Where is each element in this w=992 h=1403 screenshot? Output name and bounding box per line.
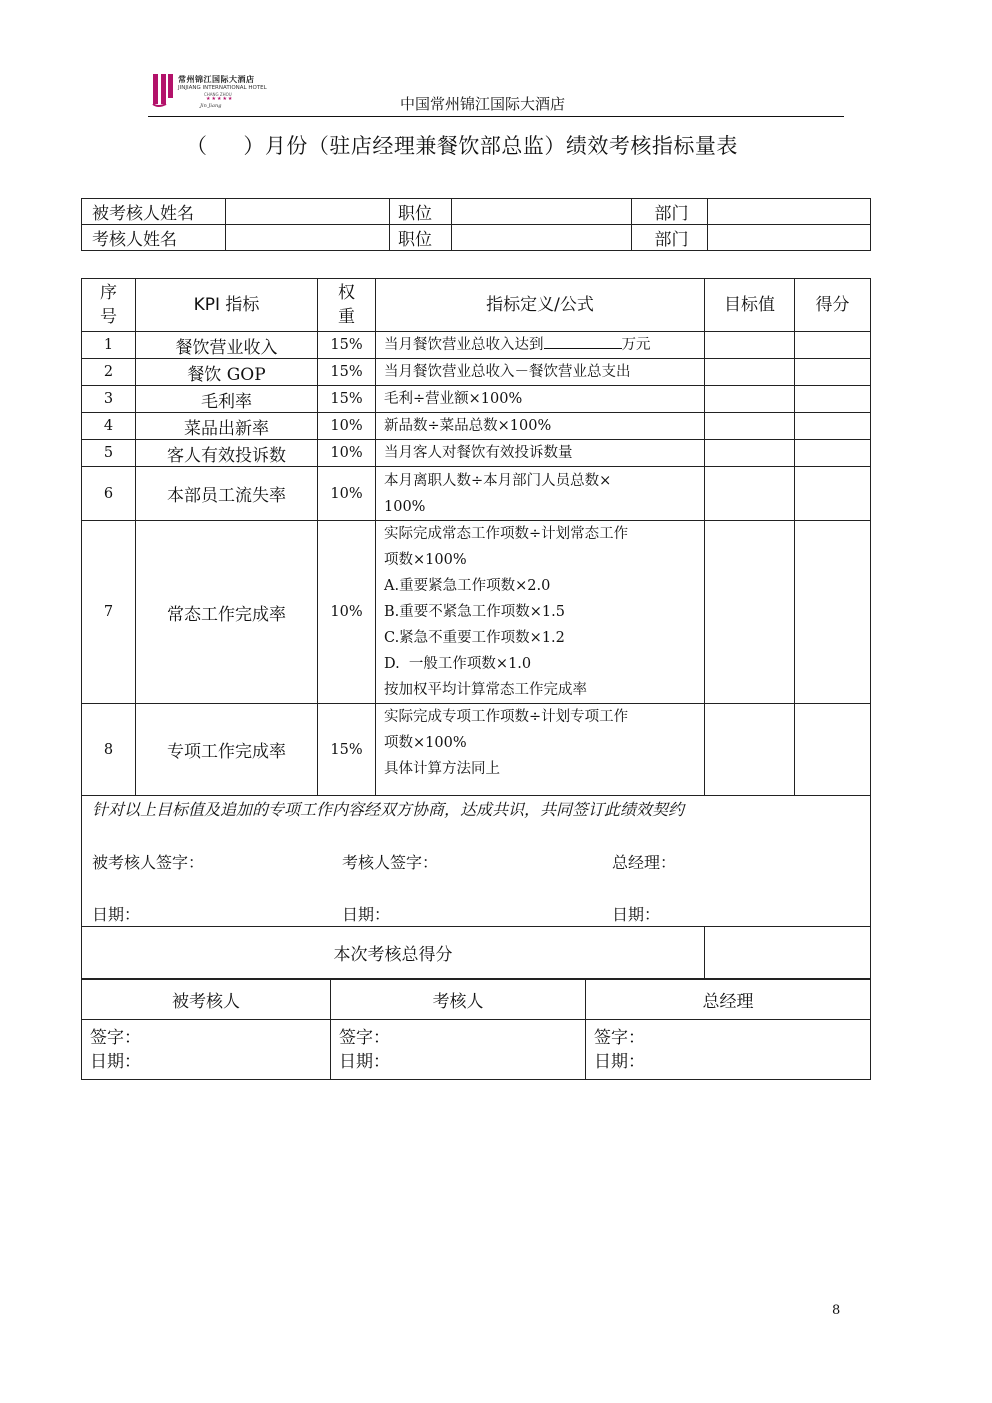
gm-date-label: 日期： [612, 905, 661, 924]
gm-sign-label: 总经理： [612, 853, 677, 872]
total-score-field[interactable] [705, 927, 871, 979]
row-score-field[interactable] [795, 704, 871, 796]
row-seq: 8 [82, 704, 136, 796]
revenue-blank[interactable] [544, 334, 622, 349]
row-weight: 10% [318, 521, 376, 704]
date-label: 日期： [90, 1051, 141, 1072]
assessor-position-field[interactable] [452, 225, 632, 251]
row-kpi-name: 专项工作完成率 [136, 704, 318, 796]
row-seq: 2 [82, 359, 136, 386]
header-definition: 指标定义/公式 [376, 279, 705, 332]
row-weight: 10% [318, 413, 376, 440]
row-target-field[interactable] [705, 386, 795, 413]
page-title: （ ）月份（驻店经理兼餐饮部总监）绩效考核指标量表 [186, 134, 738, 158]
assessor-sign-label: 考核人签字： [342, 853, 439, 872]
def-line: 项数×100% [384, 735, 467, 751]
sign-label: 签字： [90, 1027, 141, 1048]
assessee-position-label: 职位 [390, 199, 452, 225]
def-line: 实际完成专项工作项数÷计划专项工作 [384, 709, 629, 725]
assessee-signature-cell[interactable] [82, 1020, 331, 1080]
table-row [82, 440, 871, 467]
logo-stars-icon: ★★★★★ [206, 96, 234, 102]
row-target-field[interactable] [705, 521, 795, 704]
def-line: 100% [384, 498, 426, 515]
logo-text-city: CHANG ZHOU [204, 92, 232, 97]
assessee-date-label: 日期： [92, 905, 141, 924]
assessor-dept-field[interactable] [708, 225, 871, 251]
row-kpi-name: 本部员工流失率 [136, 467, 318, 521]
row-weight: 15% [318, 359, 376, 386]
row-definition: 当月客人对餐饮有效投诉数量 [376, 440, 705, 467]
row-kpi-name: 菜品出新率 [136, 413, 318, 440]
row-seq: 5 [82, 440, 136, 467]
header-target: 目标值 [705, 279, 795, 332]
table-row [82, 521, 871, 704]
row-seq: 1 [82, 332, 136, 359]
total-score-row [82, 927, 871, 979]
header-divider [148, 116, 844, 117]
row-target-field[interactable] [705, 440, 795, 467]
row-definition [376, 521, 705, 704]
def-line: 实际完成常态工作项数÷计划常态工作 [384, 526, 629, 542]
signature-row [82, 1020, 871, 1080]
row-score-field[interactable] [795, 521, 871, 704]
assessor-dept-label: 部门 [632, 225, 708, 251]
row-target-field[interactable] [705, 467, 795, 521]
assessee-dept-field[interactable] [708, 199, 871, 225]
col-assessee: 被考核人 [82, 980, 331, 1020]
header-score: 得分 [795, 279, 871, 332]
def-line: 具体计算方法同上 [384, 761, 500, 777]
kpi-table [81, 278, 871, 979]
agreement-row [82, 796, 871, 927]
table-row [82, 359, 871, 386]
sign-label: 签字： [339, 1027, 390, 1048]
info-row-assessee [82, 199, 871, 225]
row-seq: 7 [82, 521, 136, 704]
assessee-sign-label: 被考核人签字： [92, 853, 205, 872]
def-line: A.重要紧急工作项数×2.0 [384, 578, 551, 594]
row-kpi-name: 毛利率 [136, 386, 318, 413]
row-seq: 4 [82, 413, 136, 440]
header-seq: 序 号 [82, 279, 136, 332]
header-weight: 权 重 [318, 279, 376, 332]
row-weight: 15% [318, 704, 376, 796]
assessor-position-label: 职位 [390, 225, 452, 251]
row-target-field[interactable] [705, 359, 795, 386]
hotel-logo [152, 72, 272, 112]
assessor-date-label: 日期： [342, 905, 391, 924]
def-line: B.重要不紧急工作项数×1.5 [384, 604, 565, 620]
row-score-field[interactable] [795, 413, 871, 440]
assessee-dept-label: 部门 [632, 199, 708, 225]
assessee-position-field[interactable] [452, 199, 632, 225]
date-label: 日期： [339, 1051, 390, 1072]
info-table [81, 198, 871, 251]
def-line: 按加权平均计算常态工作完成率 [384, 682, 587, 698]
header-kpi: KPI 指标 [136, 279, 318, 332]
def-line: 本月离职人数÷本月部门人员总数× [384, 472, 612, 489]
row-kpi-name: 客人有效投诉数 [136, 440, 318, 467]
row-definition: 新品数÷菜品总数×100% [376, 413, 705, 440]
jj-logo-mark-icon [152, 72, 174, 108]
agreement-text: 针对以上目标值及追加的专项工作内容经双方协商，达成共识，共同签订此绩效契约 [92, 800, 685, 819]
row-weight: 15% [318, 386, 376, 413]
info-row-assessor [82, 225, 871, 251]
total-score-label: 本次考核总得分 [82, 927, 705, 979]
row-definition: 毛利÷营业额×100% [376, 386, 705, 413]
def-line: C.紧急不重要工作项数×1.2 [384, 630, 565, 646]
kpi-header-row [82, 279, 871, 332]
table-row [82, 704, 871, 796]
signature-header-row [82, 980, 871, 1020]
assessee-name-field[interactable] [226, 199, 390, 225]
assessor-name-label: 考核人姓名 [82, 225, 226, 251]
def-unit: 万元 [621, 337, 651, 353]
row-seq: 3 [82, 386, 136, 413]
table-row [82, 413, 871, 440]
row-target-field[interactable] [705, 332, 795, 359]
gm-signature-cell[interactable] [586, 1020, 871, 1080]
assessor-signature-cell[interactable] [331, 1020, 586, 1080]
assessor-name-field[interactable] [226, 225, 390, 251]
col-gm: 总经理 [586, 980, 871, 1020]
def-text: 当月餐饮营业总收入达到 [384, 337, 544, 353]
logo-text-cn: 常州锦江国际大酒店 [178, 75, 255, 84]
def-line: D. 一般工作项数×1.0 [384, 656, 532, 672]
row-weight: 10% [318, 467, 376, 521]
row-definition: 当月餐饮营业总收入－餐饮营业总支出 [376, 359, 705, 386]
logo-brand: Jin Jiang [200, 103, 222, 109]
table-row [82, 467, 871, 521]
signature-table [81, 979, 871, 1080]
row-definition [376, 332, 705, 359]
table-row [82, 386, 871, 413]
sign-label: 签字： [594, 1027, 645, 1048]
table-row [82, 332, 871, 359]
row-score-field[interactable] [795, 467, 871, 521]
col-assessor: 考核人 [331, 980, 586, 1020]
row-kpi-name: 餐饮 GOP [136, 359, 318, 386]
def-line: 项数×100% [384, 552, 467, 568]
row-seq: 6 [82, 467, 136, 521]
row-weight: 15% [318, 332, 376, 359]
row-score-field[interactable] [795, 332, 871, 359]
row-weight: 10% [318, 440, 376, 467]
logo-text-en: JINJIANG INTERNATIONAL HOTEL [178, 85, 267, 91]
row-definition [376, 467, 705, 521]
hotel-name: 中国常州锦江国际大酒店 [400, 95, 566, 113]
row-kpi-name: 常态工作完成率 [136, 521, 318, 704]
page-number: 8 [832, 1303, 841, 1318]
row-score-field[interactable] [795, 359, 871, 386]
row-target-field[interactable] [705, 413, 795, 440]
row-target-field[interactable] [705, 704, 795, 796]
row-kpi-name: 餐饮营业收入 [136, 332, 318, 359]
assessee-name-label: 被考核人姓名 [82, 199, 226, 225]
date-label: 日期： [594, 1051, 645, 1072]
row-score-field[interactable] [795, 386, 871, 413]
row-definition [376, 704, 705, 796]
row-score-field[interactable] [795, 440, 871, 467]
